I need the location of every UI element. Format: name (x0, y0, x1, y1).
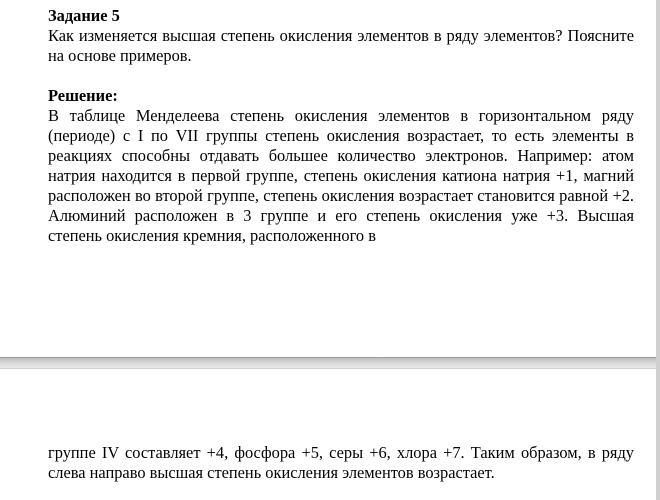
page-2-content (48, 443, 634, 483)
solution-text-page-2: группе IV составляет +4, фосфора +5, серы +6, хлора +7. Таким образом, в ряду слева направо высшая степень окисления элементов возрастает. (48, 443, 634, 482)
page-break (0, 357, 660, 369)
paragraph-spacer (48, 66, 634, 86)
solution-title: Решение: (48, 86, 118, 105)
page-right-edge (656, 0, 660, 500)
page-1-content (48, 6, 634, 246)
solution-text-page-1: В таблице Менделеева степень окисления элементов в горизонтальном ряду (периоде) с I по VII группы степень окисления возрастает, то есть элементы в реакциях способны отдавать большее количество электронов. Например: атом натрия находится в первой группе, степень окисления катиона натрия +1, магний расположен во второй группе, степень окисления возрастает становится равной +2. Алюминий расположен в 3 группе и его степень окисления уже +3. Высшая степень окисления кремния, расположенного в (48, 106, 634, 245)
page-break-top-edge (0, 357, 660, 358)
task-question: Как изменяется высшая степень окисления элементов в ряду элементов? Поясните на основе примеров. (48, 26, 634, 65)
task-title: Задание 5 (48, 6, 120, 25)
page-break-bottom-edge (0, 368, 660, 369)
